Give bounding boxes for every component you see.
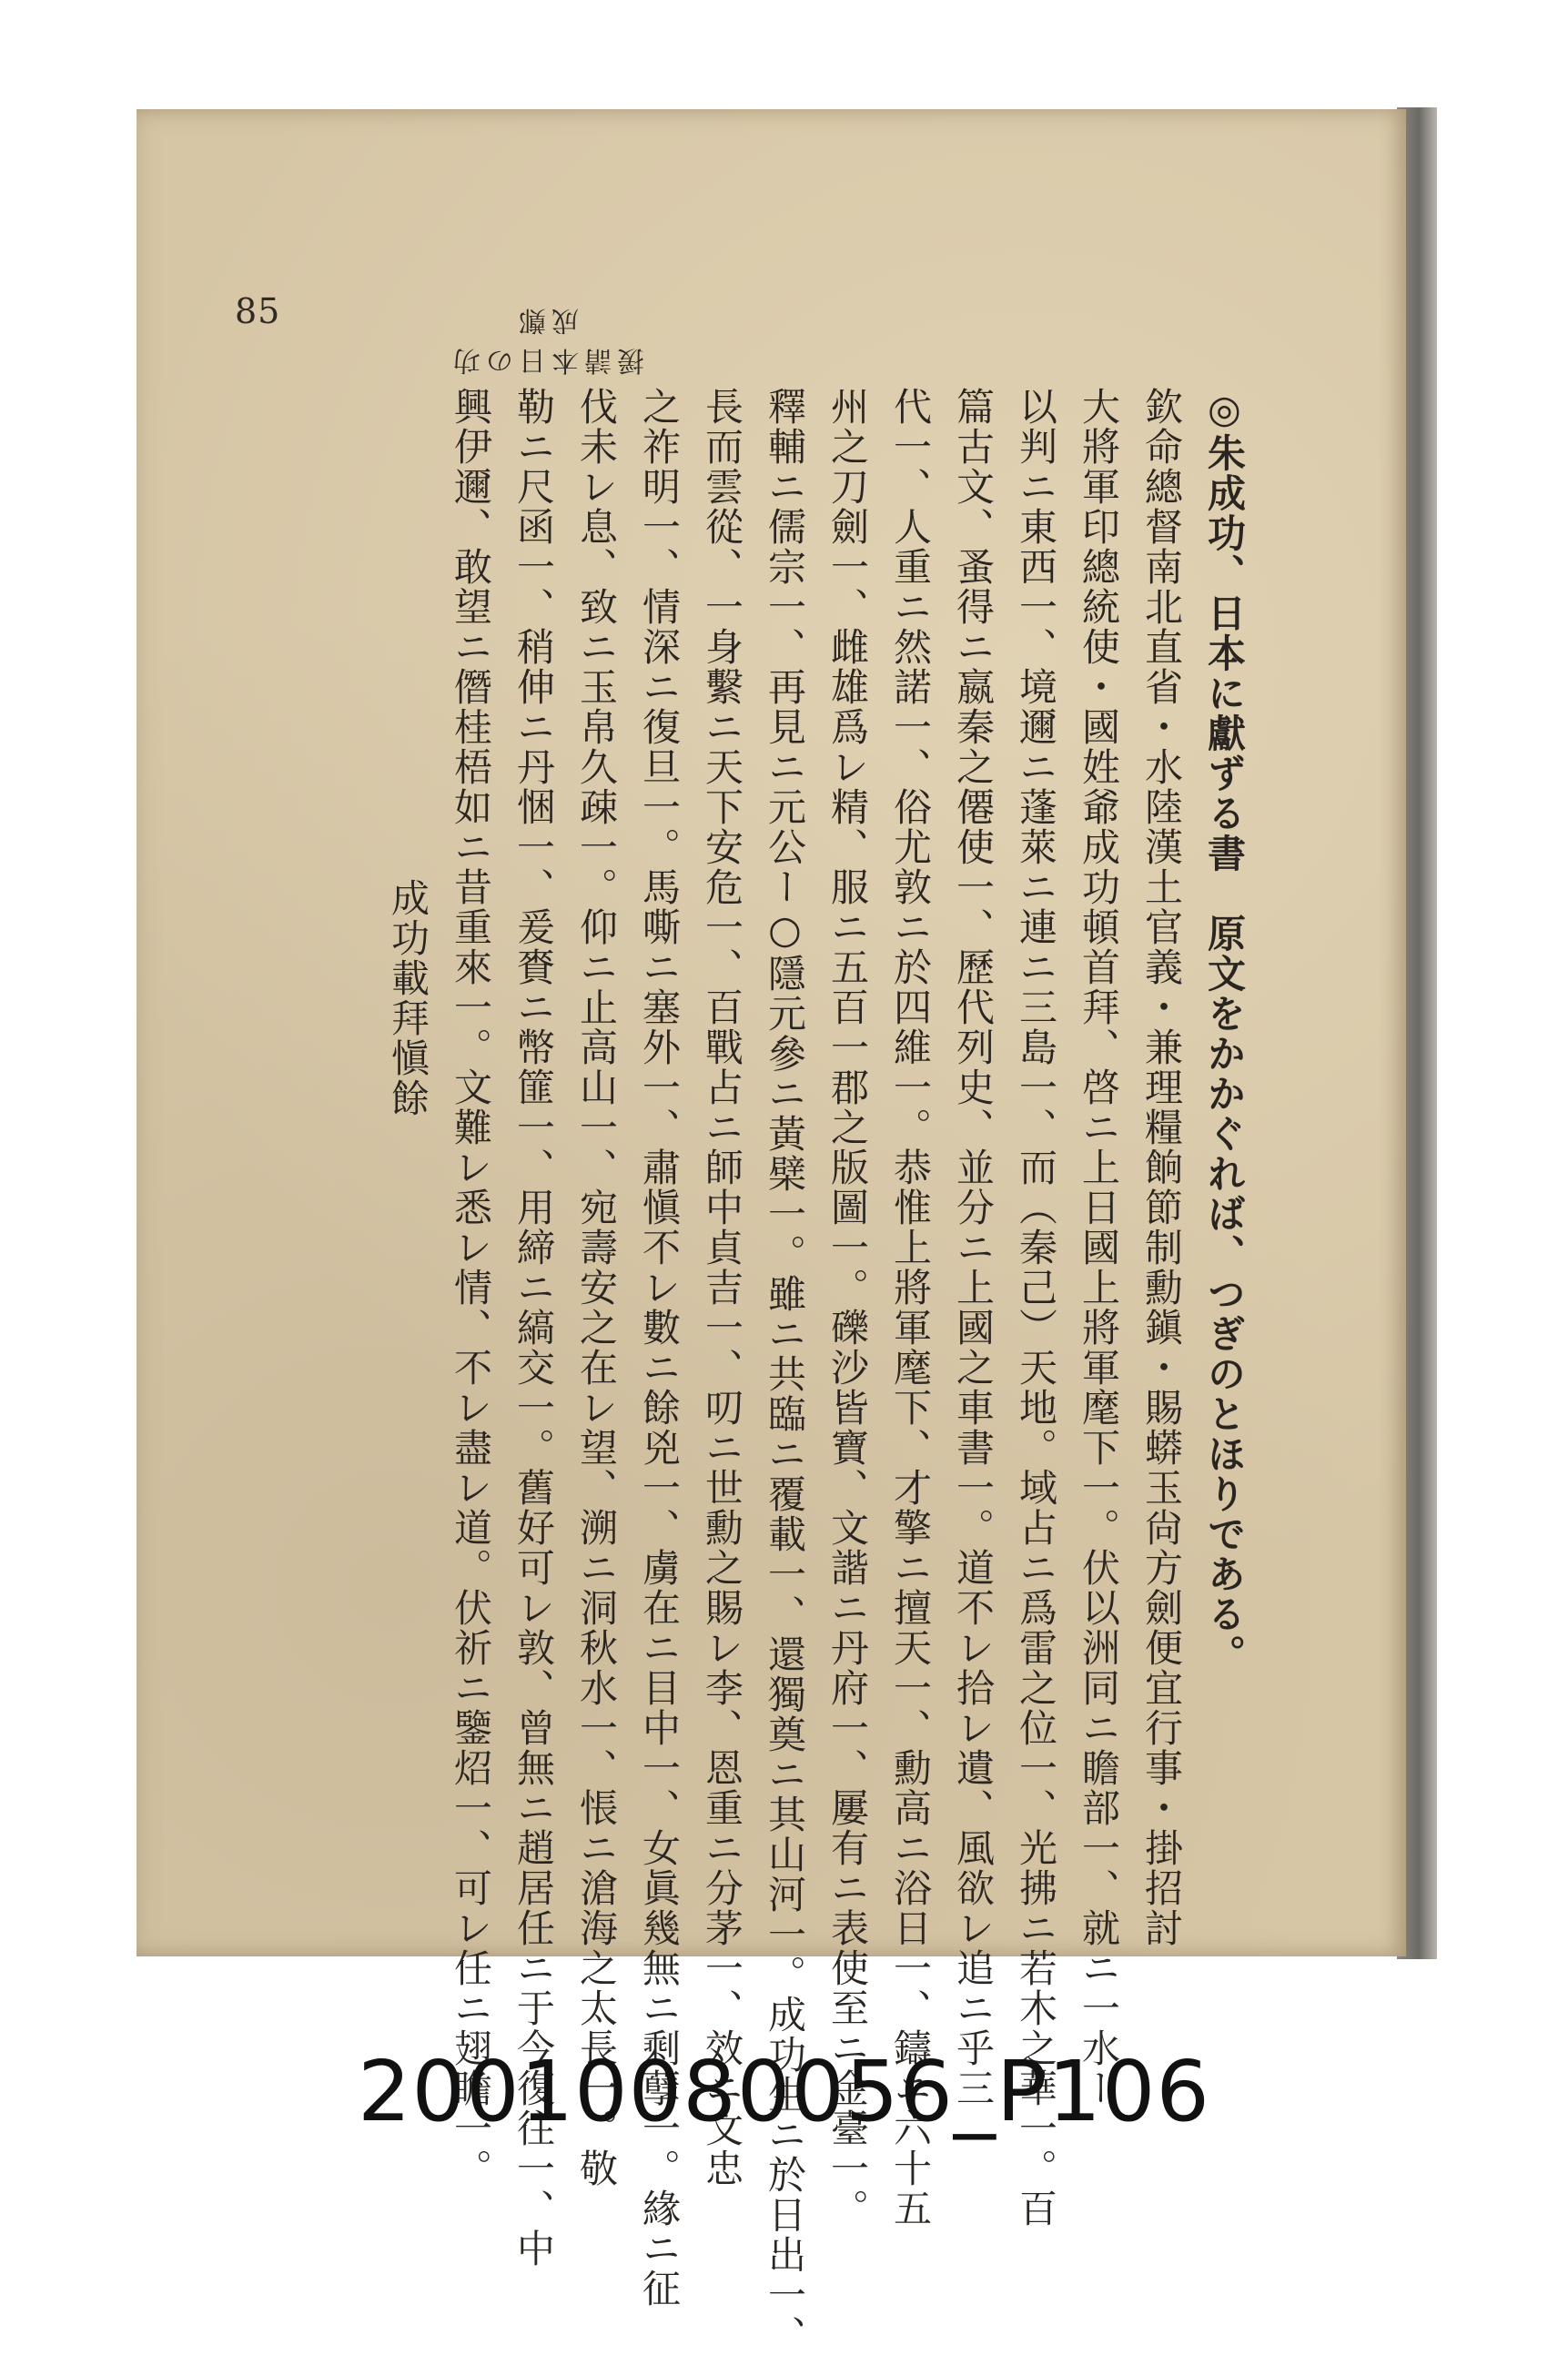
catalog-id-label: 20010080056_P106 (358, 2043, 1210, 2140)
body-line: 興伊邇、敢望ニ僭桂梧如ニ昔重來一。文難レ悉レ情、不レ盡レ道。伏祈ニ鑒炤一、可レ任ニ翅瞻一。 (449, 387, 493, 2188)
body-line: 州之刀劍一、雌雄爲レ精、服ニ五百一郡之版圖一。礫沙皆寶、文諧ニ丹府一、屢有ニ表使至ニ金臺一。 (825, 387, 870, 2229)
body-line: 之祚明一、情深ニ復旦一。馬嘶ニ塞外一、肅愼不レ數ニ餘兇一、虜在ニ目中一、女眞幾無ニ剩孽一。緣ニ征 (637, 387, 682, 2309)
body-line: 代一、人重ニ然諾一、俗尤敦ニ於四維一。恭惟上將軍麾下、才擎ニ擅天一、勳高ニ浴日一、鑄ニ六十五 (888, 387, 933, 2229)
body-line: 欽命總督南北直省・水陸漢土官義・兼理糧餉節制勳鎭・賜蟒玉尙方劍便宜行事・掛招討 (1139, 387, 1184, 1948)
body-line: 篇古文、蚤得ニ嬴秦之僊使一、歷代列史、並分ニ上國之車書一。道不レ拾レ遺、風欲レ追ニ乎三 (951, 387, 996, 2108)
body-line: 以判ニ東西一、境邇ニ蓬萊ニ連ニ三島一、而（秦己）天地。域占ニ爲雷之位一、光拂ニ若木之華一。百 (1014, 387, 1058, 2229)
running-title: 援請本日の功成鄭 (448, 304, 644, 376)
signature-line: 成功載拜愼餘 (386, 878, 430, 1118)
body-line: 大將軍印總統使・國姓爺成功頓首拜、啓ニ上日國上將軍麾下一。伏以洲同ニ瞻部一、就ニ一水ー (1077, 387, 1121, 2108)
body-line: 釋輔ニ儒宗一、再見ニ元公ー○隱元參ニ黃檗一。雖ニ共臨ニ覆載一、還獨奠ニ其山河一。成功生ニ於日出一、 (763, 387, 807, 2355)
body-line: 長而雲從、一身繫ニ天下安危一、百戰占ニ師中貞吉一、叨ニ世勳之賜レ李、恩重ニ分茅一、效ニ文忠 (700, 387, 744, 2188)
page-number: 85 (235, 291, 281, 331)
section-heading-line: ◎朱成功、日本に獻ずる書 原文をかかぐれば、つぎのとほりである。 (1202, 387, 1247, 1674)
body-line: 勒ニ尺函一、稍伸ニ丹悃一、爰賚ニ幣篚一、用締ニ縞交一。舊好可レ敦、曾無ニ趙居任ニ于今復往一、中 (511, 387, 556, 2269)
body-line: 伐未レ息、致ニ玉帛久疎一。仰ニ止高山一、宛壽安之在レ望、溯ニ洞秋水一、悵ニ滄海之太長一。敬 (574, 387, 619, 2188)
